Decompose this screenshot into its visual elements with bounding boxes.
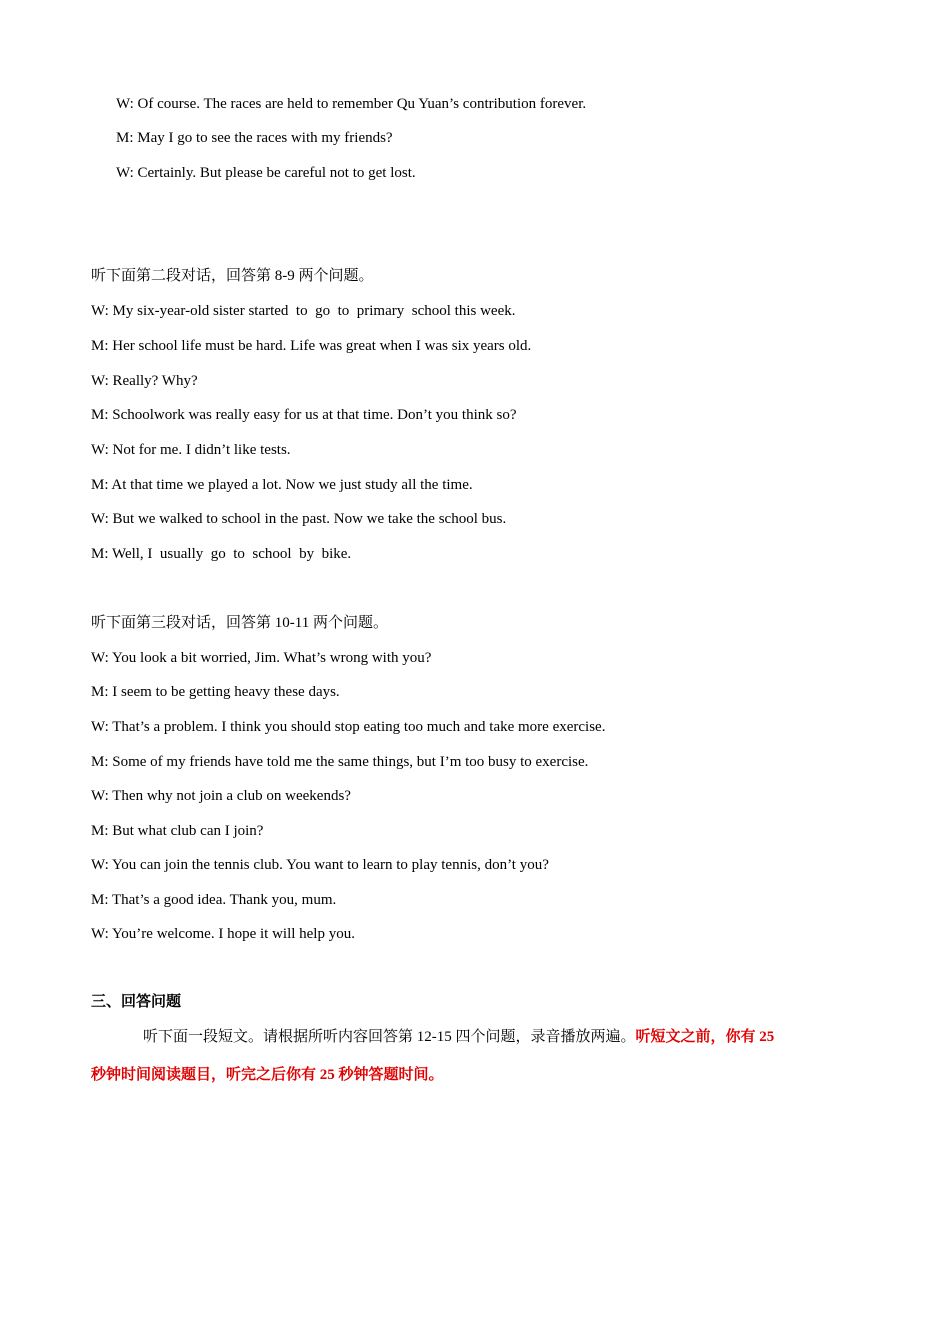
dialogue-line: W: But we walked to school in the past. Now we take the school bus. — [91, 511, 507, 527]
dialogue-line: M: That’s a good idea. Thank you, mum. — [91, 892, 337, 908]
dialogue-line: W: Certainly. But please be careful not to get lost. — [116, 165, 416, 181]
dialogue-line: W: Really? Why? — [91, 373, 198, 389]
dialogue-line: W: You look a bit worried, Jim. What’s wrong with you? — [91, 650, 432, 666]
dialogue-line: M: Some of my friends have told me the same things, but I’m too busy to exercise. — [91, 754, 589, 770]
dialogue-line: M: At that time we played a lot. Now we just study all the time. — [91, 477, 473, 493]
dialogue2-instruction: 听下面第二段对话，回答第 8-9 两个问题。 — [91, 268, 374, 284]
instruction-emphasis: 听短文之前，你有 25 — [635, 1029, 775, 1045]
instruction-emphasis-continued: 秒钟时间阅读题目，听完之后你有 25 秒钟答题时间。 — [91, 1067, 444, 1083]
dialogue-line: M: Well, I usually go to school by bike. — [91, 546, 352, 562]
dialogue-line: W: Of course. The races are held to remember Qu Yuan’s contribution forever. — [116, 96, 587, 112]
dialogue-line: M: Schoolwork was really easy for us at that time. Don’t you think so? — [91, 407, 517, 423]
dialogue3-instruction: 听下面第三段对话，回答第 10-11 两个问题。 — [91, 615, 388, 631]
dialogue-line: W: You’re welcome. I hope it will help you. — [91, 926, 355, 942]
dialogue-line: W: You can join the tennis club. You want to learn to play tennis, don’t you? — [91, 857, 549, 873]
dialogue-line: W: That’s a problem. I think you should stop eating too much and take more exercise. — [91, 719, 606, 735]
instruction-plain: 听下面一段短文。请根据所听内容回答第 12-15 四个问题，录音播放两遍。 — [143, 1029, 636, 1045]
instruction-line-1 — [143, 1027, 774, 1047]
dialogue-line: M: Her school life must be hard. Life was great when I was six years old. — [91, 338, 532, 354]
section-heading: 三、回答问题 — [91, 994, 182, 1010]
dialogue-line: M: I seem to be getting heavy these days. — [91, 684, 340, 700]
dialogue-line: M: May I go to see the races with my friends? — [116, 130, 393, 146]
dialogue-line: W: Not for me. I didn’t like tests. — [91, 442, 291, 458]
dialogue-line: W: My six-year-old sister started to go to primary school this week. — [91, 303, 516, 319]
dialogue-line: M: But what club can I join? — [91, 823, 264, 839]
dialogue-line: W: Then why not join a club on weekends? — [91, 788, 351, 804]
